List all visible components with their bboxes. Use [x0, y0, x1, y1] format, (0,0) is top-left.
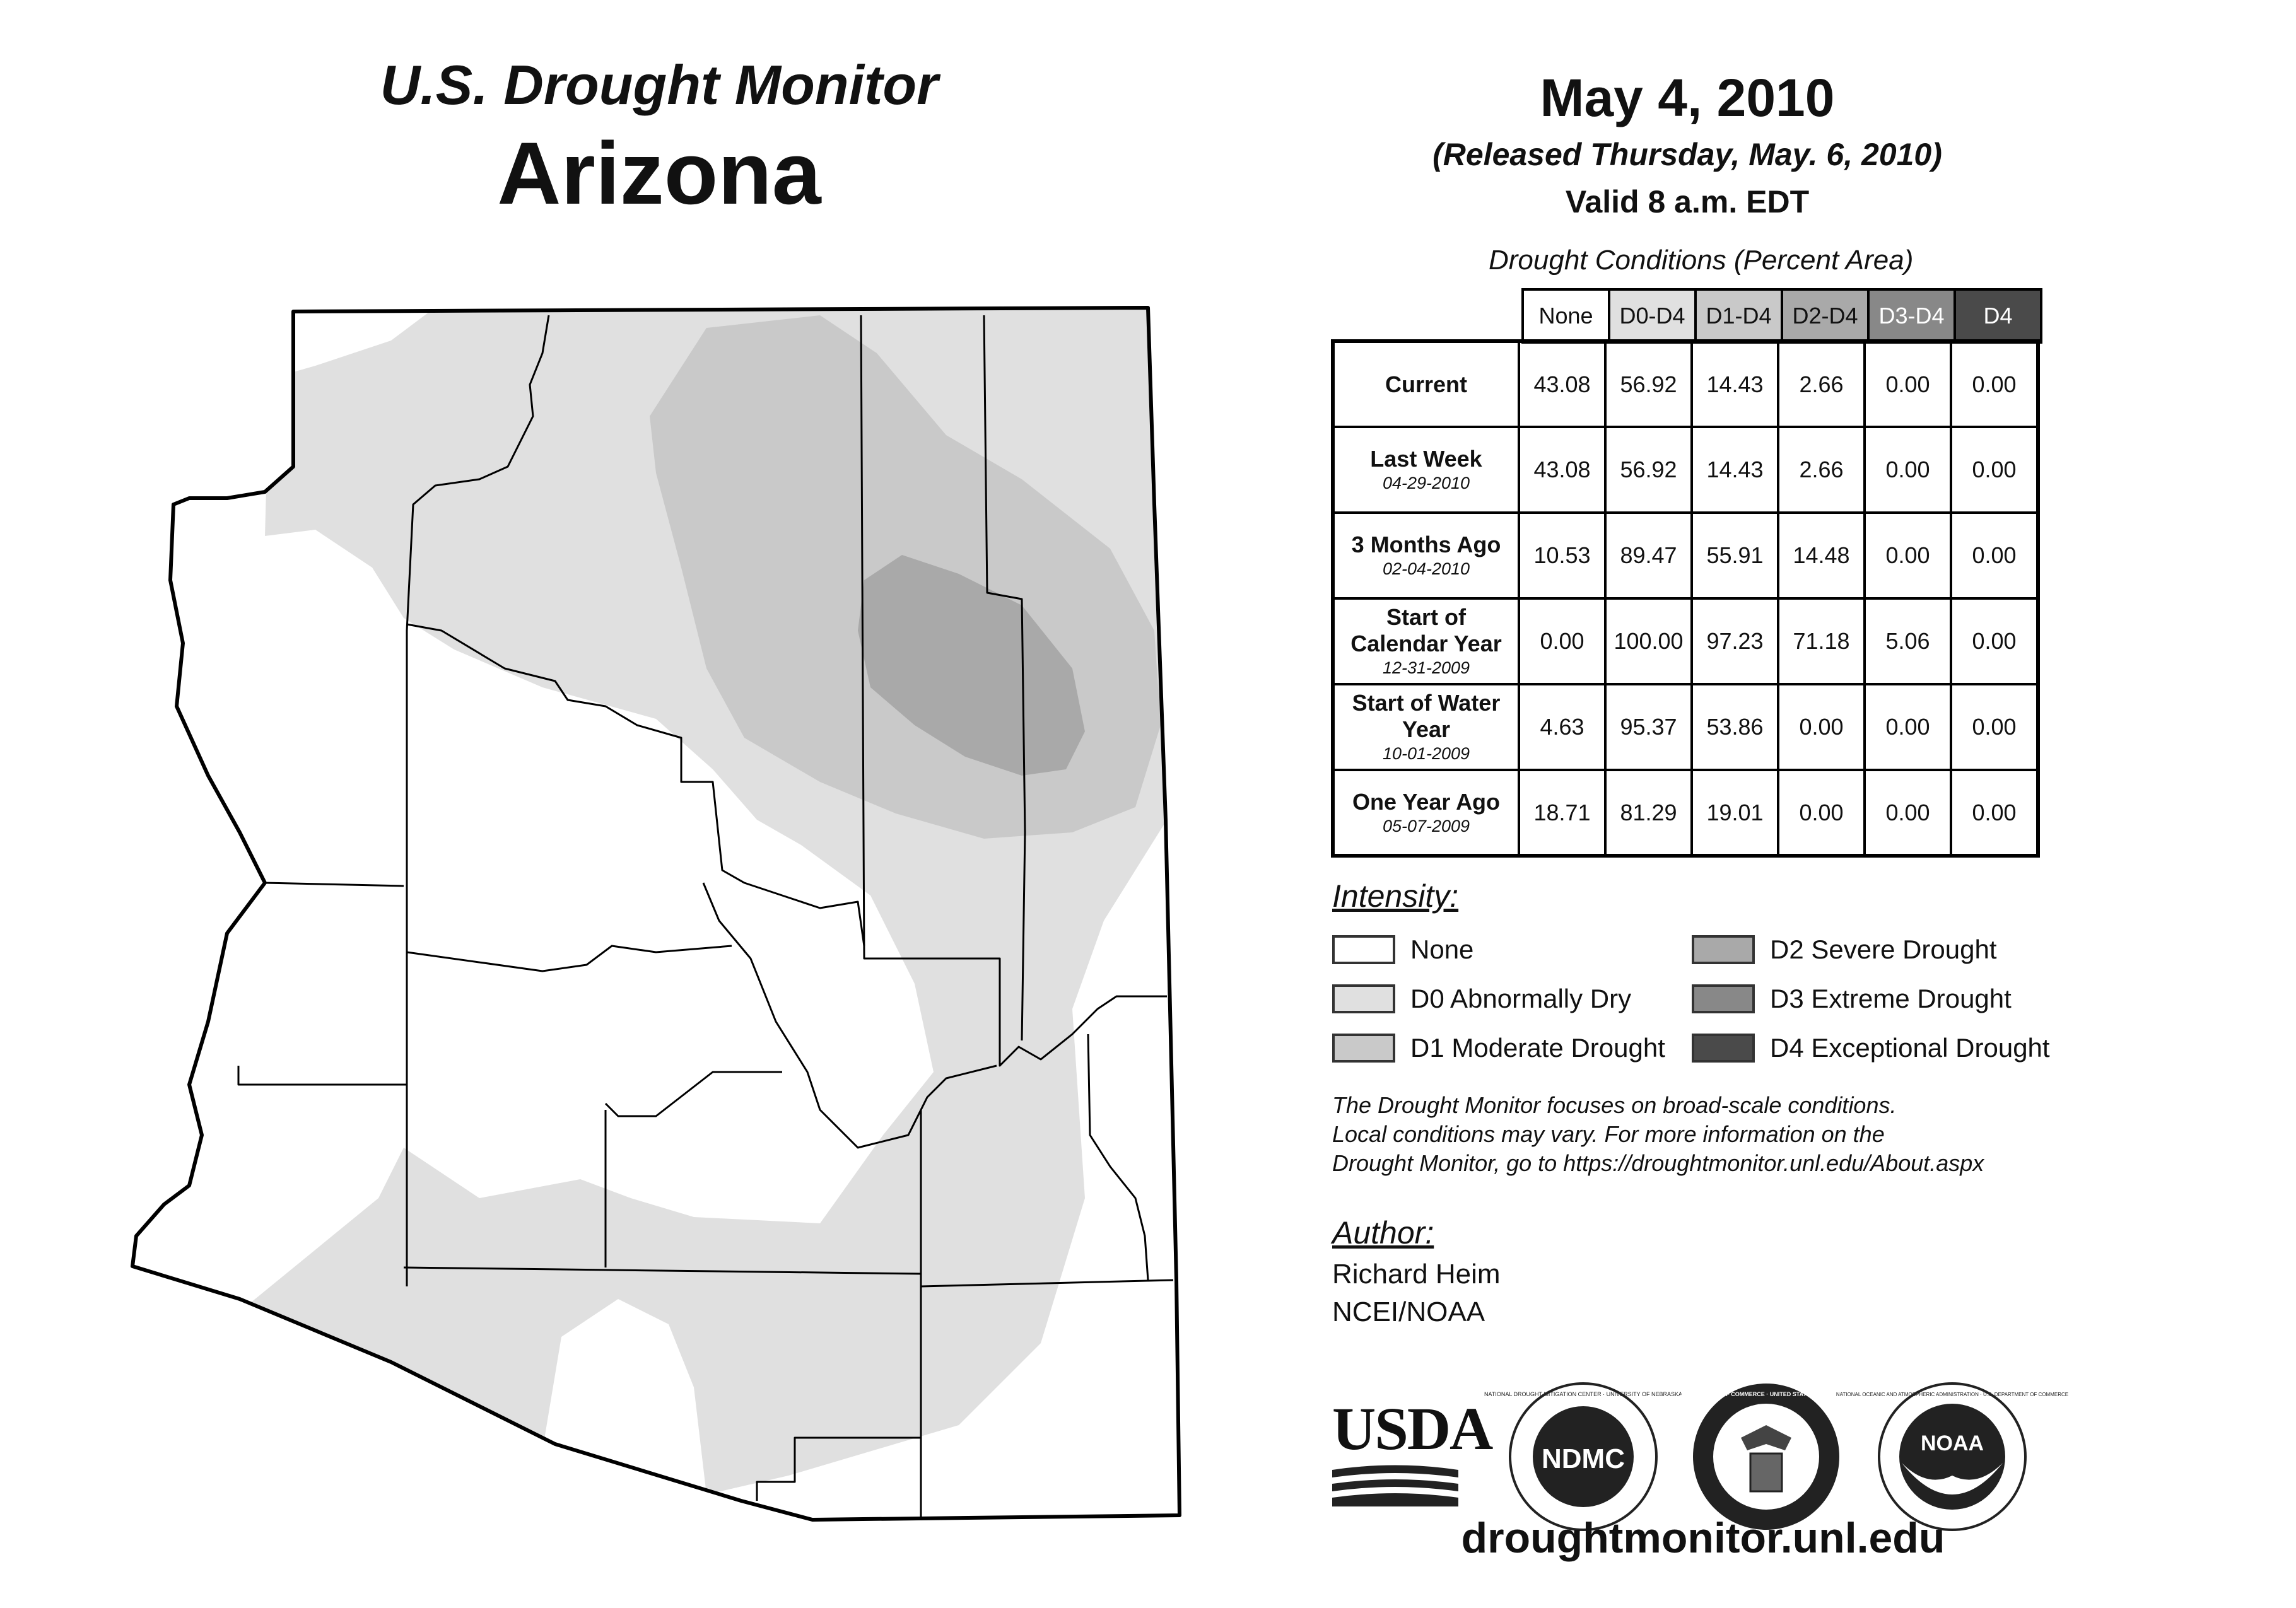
table-cell: 0.00 [1778, 684, 1865, 770]
legend-label: D1 Moderate Drought [1410, 1033, 1665, 1063]
row-label [1333, 598, 1519, 684]
table-row [1333, 598, 2038, 684]
legend-item-d4 [1692, 1032, 2050, 1064]
legend-item-d3 [1692, 982, 2012, 1015]
table-row [1333, 513, 2038, 598]
table-row [1333, 684, 2038, 770]
table-cell: 0.00 [1951, 598, 2038, 684]
state-name: Arizona [497, 124, 821, 223]
table-cell: 0.00 [1865, 341, 1951, 427]
table-cell: 10.53 [1519, 513, 1605, 598]
table-cell: 0.00 [1778, 770, 1865, 856]
table-cell: 81.29 [1605, 770, 1692, 856]
table-cell: 95.37 [1605, 684, 1692, 770]
conditions-table [1331, 339, 2040, 858]
col-header-d2-d4: D2-D4 [1782, 289, 1868, 342]
row-label [1333, 427, 1519, 513]
conditions-table-header [1521, 288, 2042, 344]
table-cell: 53.86 [1692, 684, 1778, 770]
author-org: NCEI/NOAA [1332, 1296, 1485, 1327]
row-date: 05-07-2009 [1382, 816, 1470, 836]
disclaimer [1332, 1091, 2076, 1178]
col-header-d4: D4 [1955, 289, 2041, 342]
header-right [1318, 63, 2056, 227]
legend-label: D2 Severe Drought [1770, 935, 1997, 964]
row-title: Start of Water Year [1352, 690, 1501, 742]
row-date: 10-01-2009 [1382, 744, 1470, 763]
author-name: Richard Heim [1332, 1259, 1501, 1290]
table-cell: 0.00 [1951, 341, 2038, 427]
table-cell: 0.00 [1519, 598, 1605, 684]
shield-icon [1750, 1454, 1782, 1491]
row-date: 12-31-2009 [1382, 658, 1470, 677]
row-label [1333, 770, 1519, 856]
table-cell: 0.00 [1951, 770, 2038, 856]
commerce-ring-text: DEPARTMENT OF COMMERCE · UNITED STATES OF AMERICA [1680, 1391, 1852, 1397]
table-row [1333, 770, 2038, 856]
table-cell: 0.00 [1951, 684, 2038, 770]
valid-time: Valid 8 a.m. EDT [1565, 184, 1810, 219]
col-header-d1-d4: D1-D4 [1696, 289, 1782, 342]
legend-swatch-d2 [1692, 935, 1755, 964]
table-cell: 97.23 [1692, 598, 1778, 684]
website-url[interactable]: droughtmonitor.unl.edu [1461, 1514, 1945, 1562]
table-cell: 71.18 [1778, 598, 1865, 684]
noaa-ring-text: NATIONAL OCEANIC AND ATMOSPHERIC ADMINISTRATION · U.S. DEPARTMENT OF COMMERCE [1836, 1392, 2069, 1397]
noaa-seal [1836, 1381, 2069, 1532]
row-label [1333, 684, 1519, 770]
map-date: May 4, 2010 [1540, 68, 1835, 127]
legend-item-none [1332, 933, 1473, 966]
legend-swatch-d4 [1692, 1034, 1755, 1063]
table-cell: 2.66 [1778, 427, 1865, 513]
table-cell: 0.00 [1865, 427, 1951, 513]
row-label [1333, 513, 1519, 598]
table-cell: 0.00 [1865, 770, 1951, 856]
table-cell: 18.71 [1519, 770, 1605, 856]
table-cell: 0.00 [1951, 427, 2038, 513]
ndmc-ring-text: NATIONAL DROUGHT MITIGATION CENTER · UNIVERSITY OF NEBRASKA [1484, 1391, 1683, 1397]
row-title: Current [1385, 371, 1467, 397]
legend-swatch-none [1332, 935, 1395, 964]
table-cell: 56.92 [1605, 427, 1692, 513]
table-cell: 14.43 [1692, 427, 1778, 513]
disclaimer-line: Local conditions may vary. For more information on the [1332, 1121, 1885, 1147]
table-cell: 56.92 [1605, 341, 1692, 427]
col-header-d3-d4: D3-D4 [1868, 289, 1955, 342]
row-title: Start of Calendar Year [1350, 604, 1502, 656]
col-header-d0-d4: D0-D4 [1609, 289, 1696, 342]
ndmc-seal [1484, 1381, 1683, 1532]
table-cell: 43.08 [1519, 341, 1605, 427]
disclaimer-line: Drought Monitor, go to https://droughtmonitor.unl.edu/About.aspx [1332, 1150, 1984, 1176]
legend-swatch-d3 [1692, 984, 1755, 1013]
usda-logo [1332, 1394, 1492, 1511]
table-cell: 43.08 [1519, 427, 1605, 513]
table-cell: 2.66 [1778, 341, 1865, 427]
legend-item-d0 [1332, 982, 1631, 1015]
usda-wordmark: USDA [1332, 1395, 1492, 1462]
legend-item-d2 [1692, 933, 1997, 966]
table-cell: 0.00 [1865, 684, 1951, 770]
table-cell: 5.06 [1865, 598, 1951, 684]
legend-swatch-d1 [1332, 1034, 1395, 1063]
row-date: 04-29-2010 [1382, 474, 1470, 492]
table-cell: 0.00 [1865, 513, 1951, 598]
legend-title: Intensity: [1332, 878, 1459, 914]
legend-label: D4 Exceptional Drought [1770, 1033, 2050, 1063]
table-cell: 19.01 [1692, 770, 1778, 856]
author-title: Author: [1332, 1215, 1434, 1250]
table-row [1333, 427, 2038, 513]
row-title: Last Week [1370, 446, 1482, 472]
table-cell: 14.48 [1778, 513, 1865, 598]
table-cell: 100.00 [1605, 598, 1692, 684]
legend-label: D3 Extreme Drought [1770, 984, 2012, 1013]
table-cell: 89.47 [1605, 513, 1692, 598]
legend-swatch-d0 [1332, 984, 1395, 1013]
table-cell: 55.91 [1692, 513, 1778, 598]
ndmc-text: NDMC [1542, 1443, 1625, 1474]
table-cell: 14.43 [1692, 341, 1778, 427]
usda-field-icon [1332, 1464, 1458, 1508]
disclaimer-line: The Drought Monitor focuses on broad-scale conditions. [1332, 1092, 1897, 1118]
col-header-none: None [1523, 289, 1609, 342]
row-label [1333, 341, 1519, 427]
table-row [1333, 341, 2038, 427]
legend-label: None [1410, 935, 1474, 964]
release-date: (Released Thursday, May. 6, 2010) [1432, 137, 1942, 172]
legend-item-d1 [1332, 1032, 1665, 1064]
commerce-seal [1680, 1381, 1852, 1532]
row-title: 3 Months Ago [1351, 532, 1501, 557]
noaa-text: NOAA [1920, 1431, 1984, 1455]
table-cell: 0.00 [1951, 513, 2038, 598]
monitor-title: U.S. Drought Monitor [380, 54, 939, 116]
row-date: 02-04-2010 [1382, 559, 1470, 578]
row-title: One Year Ago [1352, 788, 1501, 815]
table-caption: Drought Conditions (Percent Area) [1489, 245, 1914, 276]
table-cell: 4.63 [1519, 684, 1605, 770]
legend-label: D0 Abnormally Dry [1410, 984, 1632, 1013]
